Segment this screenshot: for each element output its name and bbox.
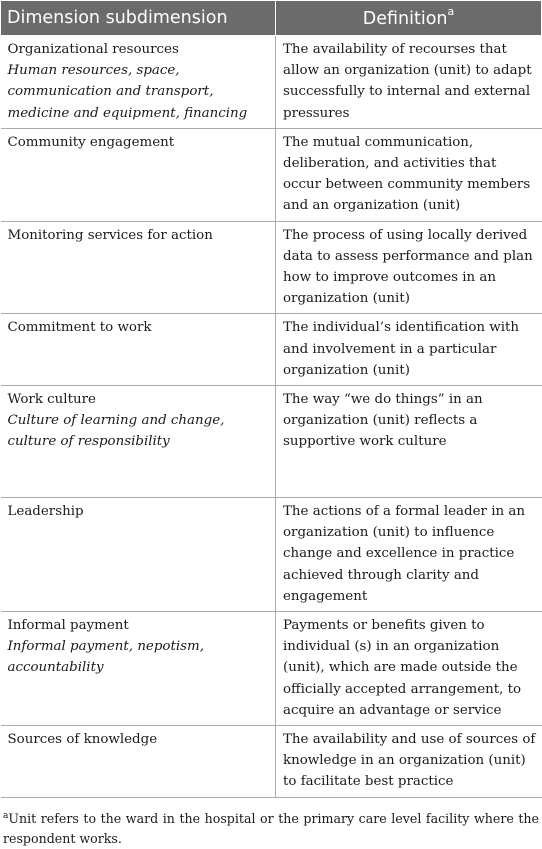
dimension-cell <box>1 314 276 386</box>
header-definition <box>276 1 542 36</box>
table-footnote <box>0 798 542 849</box>
header-footnote-marker: a <box>447 5 455 19</box>
dimension-name: Organizational resources <box>7 42 179 57</box>
dimension-name: Sources of knowledge <box>7 732 158 748</box>
header-definition-label: Definition <box>362 8 448 29</box>
table-row <box>1 128 542 221</box>
dimension-cell <box>1 221 276 314</box>
table-row <box>1 726 542 798</box>
table-row <box>1 221 542 314</box>
definition-cell: Payments or benefits given to individual (s) in an organization (unit), which are made outside the officially accepted arrangement, to acquire an advantage or service <box>276 612 542 726</box>
dimension-cell <box>1 36 276 129</box>
dimension-cell <box>1 498 276 612</box>
subdimension-text: Culture of learning and change, culture of responsibility <box>7 413 225 450</box>
footnote-marker: a <box>3 810 9 821</box>
table-row <box>1 36 542 129</box>
definition-cell: The mutual communication, deliberation, and activities that occur between community members and an organization (unit) <box>276 128 542 221</box>
dimension-cell <box>1 612 276 726</box>
definition-cell: The availability of recourses that allow an organization (unit) to adapt successfully to internal and external pressures <box>276 36 542 129</box>
dimension-name: Work culture <box>7 392 96 408</box>
footnote-text: Unit refers to the ward in the hospital or the primary care level facility where the respondent works. <box>3 810 539 846</box>
dimension-cell <box>1 386 276 498</box>
definition-cell: The actions of a formal leader in an organization (unit) to influence change and excellence in practice achieved through clarity and engagement <box>276 498 542 612</box>
table-header-row <box>1 1 542 36</box>
table-row <box>1 386 542 498</box>
definition-cell: The availability and use of sources of knowledge in an organization (unit) to facilitate best practice <box>276 726 542 798</box>
subdimension-text: Informal payment, nepotism, accountability <box>7 639 204 676</box>
definition-cell: The process of using locally derived data to assess performance and plan how to improve outcomes in an organization (unit) <box>276 221 542 314</box>
table-row <box>1 314 542 386</box>
dimension-name: Informal payment <box>7 618 129 634</box>
table-row <box>1 612 542 726</box>
dimension-name: Commitment to work <box>7 320 152 336</box>
dimension-cell <box>1 726 276 798</box>
subdimension-text: Human resources, space, communication and transport, medicine and equipment, financing <box>7 63 248 121</box>
dimension-name: Leadership <box>7 504 84 520</box>
dimension-name: Community engagement <box>7 134 175 150</box>
definition-cell: The way “we do things” in an organization (unit) reflects a supportive work culture <box>276 386 542 498</box>
definition-cell: The individual’s identification with and involvement in a particular organization (unit) <box>276 314 542 386</box>
dimension-name: Monitoring services for action <box>7 227 213 243</box>
dimension-cell <box>1 128 276 221</box>
header-dimension: Dimension subdimension <box>1 1 276 36</box>
table-row <box>1 498 542 612</box>
